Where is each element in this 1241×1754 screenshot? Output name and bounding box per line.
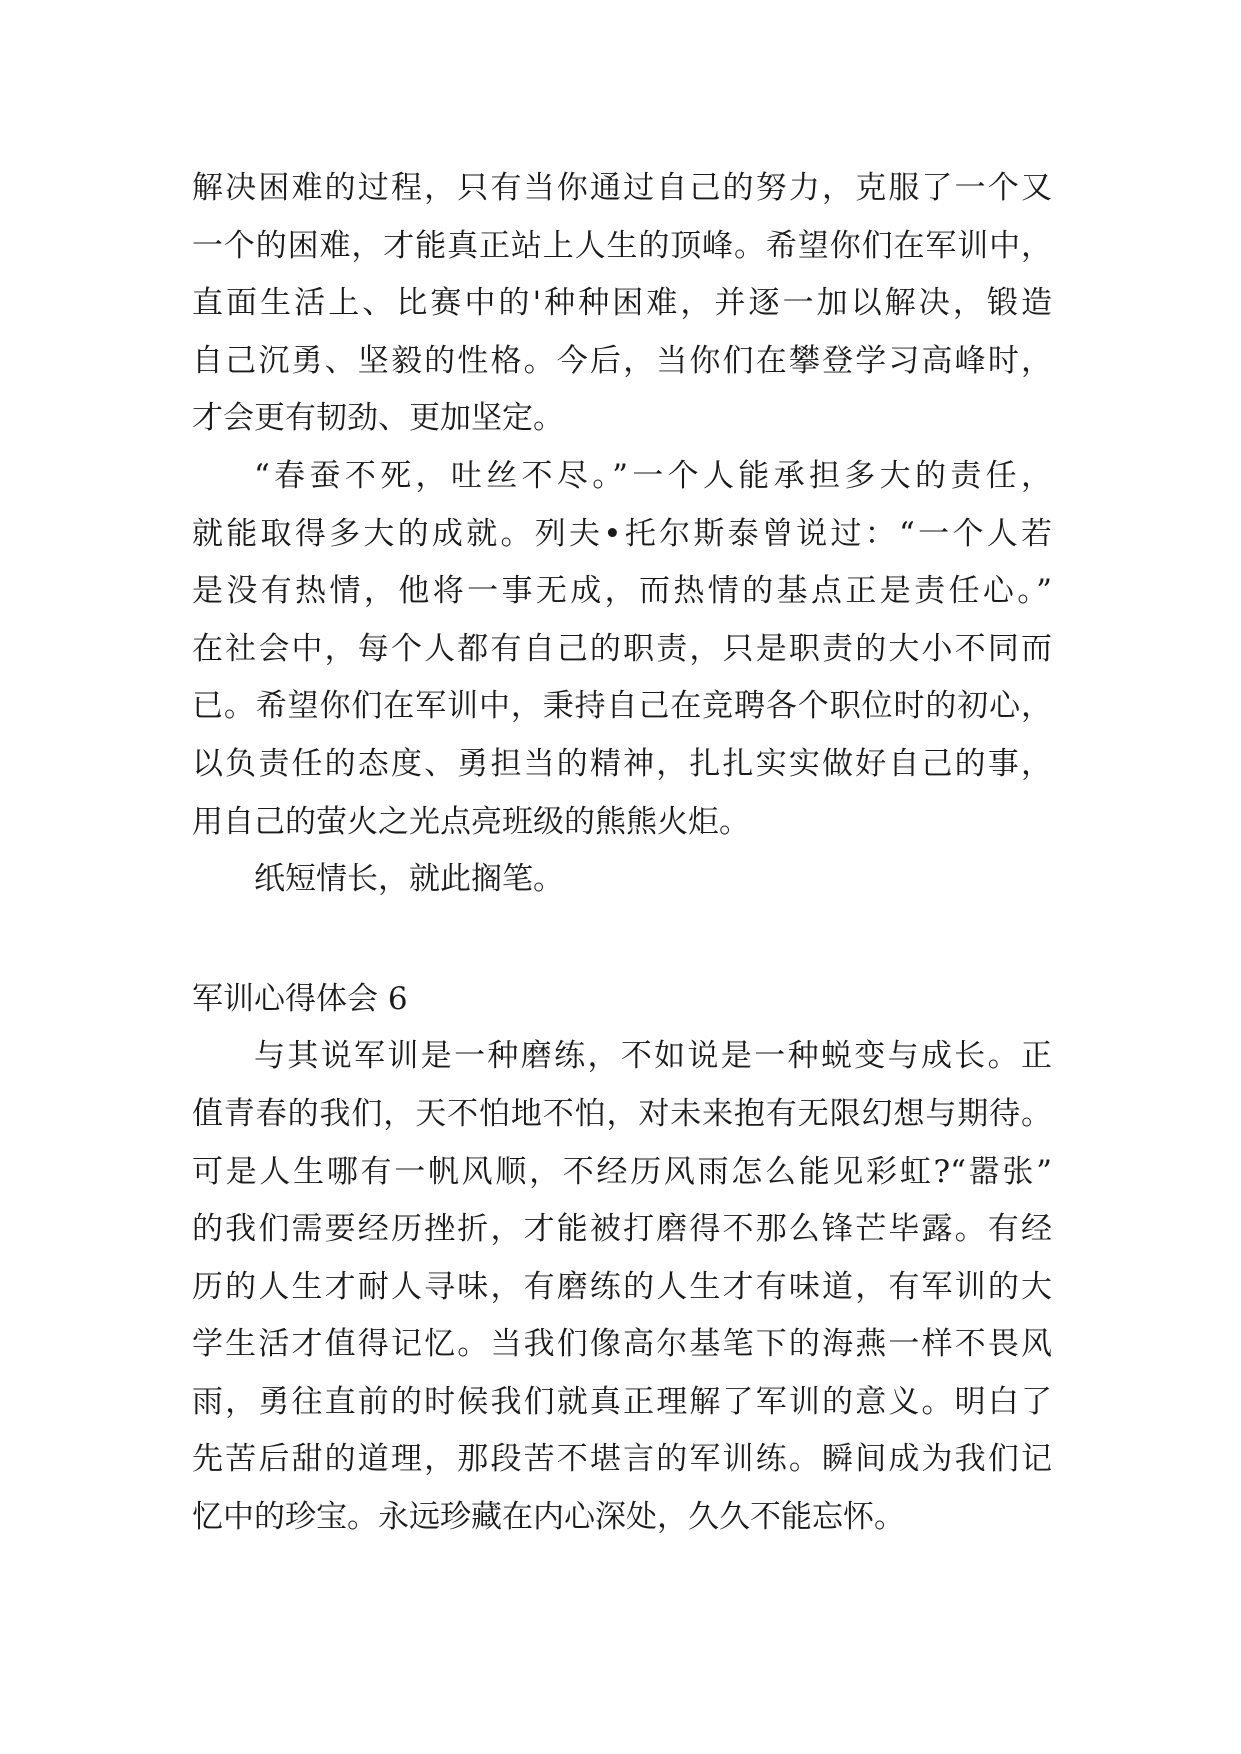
text-line: 以负责任的态度、勇担当的精神，扎扎实实做好自己的事， [192,745,1052,782]
text-line: 一个的困难，才能真正站上人生的顶峰。希望你们在军训中， [192,227,1052,264]
text-line: 直面生活上、比赛中的'种种困难，并逐一加以解决，锻造 [192,285,1052,322]
text-line: 可是人生哪有一帆风顺，不经历风雨怎么能见彩虹?“嚣张” [192,1153,1052,1190]
text-line: 自己沉勇、坚毅的性格。今后，当你们在攀登学习高峰时， [192,342,1052,379]
section-title: 军训心得体会 6 [192,980,408,1017]
text-line: 就能取得多大的成就。列夫•托尔斯泰曾说过：“一个人若 [192,515,1052,552]
text-line: 与其说军训是一种磨练，不如说是一种蜕变与成长。正 [254,1038,1052,1075]
text-line: 学生活才值得记忆。当我们像高尔基笔下的海燕一样不畏风 [192,1326,1052,1363]
text-line: 的我们需要经历挫折，才能被打磨得不那么锋芒毕露。有经 [192,1211,1052,1248]
paragraph-3 [192,851,1052,909]
text-line: 已。希望你们在军训中，秉持自己在竞聘各个职位时的初心， [192,688,1052,725]
document-body [192,160,1052,1547]
text-line: 先苦后甜的道理，那段苦不堪言的军训练。瞬间成为我们记 [192,1441,1052,1478]
paragraph-2 [192,448,1052,851]
text-line: 用自己的萤火之光点亮班级的熊熊火炬。 [192,803,750,840]
text-line: 忆中的珍宝。永远珍藏在内心深处，久久不能忘怀。 [192,1499,905,1536]
paragraph-4 [192,1028,1052,1546]
text-line: 值青春的我们，天不怕地不怕，对未来抱有无限幻想与期待。 [192,1095,1052,1132]
text-line: 纸短情长，就此搁笔。 [254,861,564,898]
text-line: 历的人生才耐人寻味，有磨练的人生才有味道，有军训的大 [192,1268,1052,1305]
section-spacer [192,909,1052,971]
text-line: 才会更有韧劲、更加坚定。 [192,400,564,437]
paragraph-1 [192,160,1052,448]
text-line: 是没有热情，他将一事无成，而热情的基点正是责任心。” [192,573,1052,610]
text-line: 解决困难的过程，只有当你通过自己的努力，克服了一个又 [192,170,1052,206]
text-line: “春蚕不死，吐丝不尽。”一个人能承担多大的责任， [254,457,1052,494]
text-line: 在社会中，每个人都有自己的职责，只是职责的大小不同而 [192,630,1052,667]
text-line: 雨，勇往直前的时候我们就真正理解了军训的意义。明白了 [192,1383,1052,1420]
